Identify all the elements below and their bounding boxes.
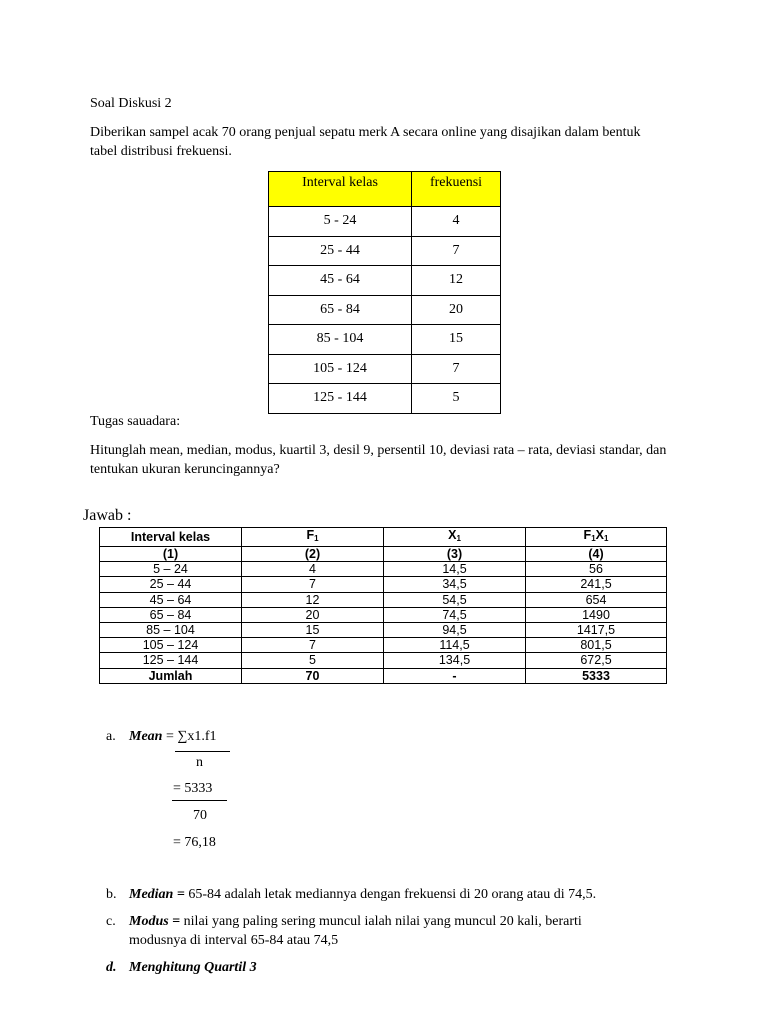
table-row: [269, 325, 501, 355]
mean-value-denominator: 70: [193, 808, 207, 823]
modus-label: Modus =: [129, 914, 181, 929]
interval-cell: 65 – 84: [100, 607, 242, 622]
interval-cell: 65 - 84: [269, 295, 412, 325]
x1-cell: 14,5: [384, 562, 526, 577]
frequency-cell: 15: [412, 325, 501, 355]
header-f1: $F_1$: [242, 528, 384, 547]
mean-formula-denominator: n: [196, 755, 203, 770]
column-number: (1): [100, 547, 242, 562]
header-f1x1: $F_1X_1$: [526, 528, 667, 547]
mean-formula-numerator: = ∑x1.f1: [165, 729, 217, 744]
task-label: Tugas sauadara:: [90, 414, 181, 429]
header-interval: Interval kelas: [100, 528, 242, 547]
interval-cell: 45 - 64: [269, 266, 412, 296]
table-row: [269, 236, 501, 266]
task-text: Hitunglah mean, median, modus, kuartil 3, desil 9, persentil 10, deviasi rata – rata, deviasi standar, dan tentukan ukuran keruncingannya?: [90, 443, 667, 477]
frequency-table-header: [269, 172, 501, 207]
modus-line: [129, 912, 582, 931]
mean-formula-line: [129, 727, 217, 746]
f1x1-cell: 672,5: [526, 653, 667, 668]
column-number: (2): [242, 547, 384, 562]
table-row: [269, 354, 501, 384]
table-row: [100, 638, 667, 653]
interval-cell: 125 – 144: [100, 653, 242, 668]
interval-cell: 45 – 64: [100, 592, 242, 607]
interval-cell: 5 – 24: [100, 562, 242, 577]
table-row: [269, 295, 501, 325]
table-row: [269, 384, 501, 414]
interval-cell: 25 - 44: [269, 236, 412, 266]
table-row: [269, 207, 501, 237]
x1-cell: 74,5: [384, 607, 526, 622]
f1-cell: 7: [242, 638, 384, 653]
interval-cell: 25 – 44: [100, 577, 242, 592]
total-label: Jumlah: [100, 668, 242, 683]
answer-heading: Jawab :: [83, 507, 132, 524]
column-number: (4): [526, 547, 667, 562]
mean-result: = 76,18: [173, 835, 216, 850]
frequency-cell: 7: [412, 354, 501, 384]
table-row: [100, 562, 667, 577]
total-x1: -: [384, 668, 526, 683]
frequency-cell: 20: [412, 295, 501, 325]
document-title: Soal Diskusi 2: [90, 96, 172, 111]
x1-cell: 94,5: [384, 622, 526, 637]
x1-cell: 134,5: [384, 653, 526, 668]
list-marker: c.: [106, 914, 116, 929]
f1x1-cell: 56: [526, 562, 667, 577]
median-label: Median =: [129, 887, 185, 902]
x1-cell: 54,5: [384, 592, 526, 607]
median-text: 65-84 adalah letak mediannya dengan frekuensi di 20 orang atau di 74,5.: [188, 887, 597, 902]
table-row: [100, 592, 667, 607]
header-x1: $X_1$: [384, 528, 526, 547]
f1-cell: 4: [242, 562, 384, 577]
table-row: [100, 622, 667, 637]
header-frequency: frekuensi: [412, 172, 501, 207]
modus-text-2: modusnya di interval 65-84 atau 74,5: [129, 933, 339, 948]
table-row: [100, 653, 667, 668]
interval-cell: 105 - 124: [269, 354, 412, 384]
interval-cell: 5 - 24: [269, 207, 412, 237]
quartile-heading: Menghitung Quartil 3: [129, 960, 257, 975]
calculation-table: [99, 527, 667, 684]
f1x1-cell: 1417,5: [526, 622, 667, 637]
frequency-cell: 5: [412, 384, 501, 414]
table-row: [100, 577, 667, 592]
frequency-cell: 12: [412, 266, 501, 296]
column-number: (3): [384, 547, 526, 562]
intro-paragraph: Diberikan sampel acak 70 orang penjual sepatu merk A secara online yang disajikan dalam bentuk tabel distribusi frekuensi.: [90, 125, 641, 159]
calculation-table-header: [100, 528, 667, 547]
fraction-bar: [175, 751, 230, 752]
interval-cell: 85 – 104: [100, 622, 242, 637]
f1x1-cell: 241,5: [526, 577, 667, 592]
f1-cell: 15: [242, 622, 384, 637]
table-row: [100, 607, 667, 622]
f1-cell: 20: [242, 607, 384, 622]
f1-cell: 5: [242, 653, 384, 668]
list-marker: b.: [106, 887, 117, 902]
x1-cell: 34,5: [384, 577, 526, 592]
mean-value-numerator: = 5333: [173, 781, 213, 796]
total-f1: 70: [242, 668, 384, 683]
fraction-bar: [172, 800, 227, 801]
modus-text-1: nilai yang paling sering muncul ialah nilai yang muncul 20 kali, berarti: [183, 914, 582, 929]
column-number-row: [100, 547, 667, 562]
table-row: [269, 266, 501, 296]
total-f1x1: 5333: [526, 668, 667, 683]
f1x1-cell: 654: [526, 592, 667, 607]
frequency-table: [268, 171, 501, 414]
header-interval: Interval kelas: [269, 172, 412, 207]
list-marker: d.: [106, 960, 117, 975]
f1-cell: 12: [242, 592, 384, 607]
total-row: [100, 668, 667, 683]
interval-cell: 125 - 144: [269, 384, 412, 414]
f1x1-cell: 801,5: [526, 638, 667, 653]
interval-cell: 105 – 124: [100, 638, 242, 653]
list-marker: a.: [106, 729, 116, 744]
f1-cell: 7: [242, 577, 384, 592]
frequency-cell: 7: [412, 236, 501, 266]
x1-cell: 114,5: [384, 638, 526, 653]
frequency-cell: 4: [412, 207, 501, 237]
f1x1-cell: 1490: [526, 607, 667, 622]
mean-label: Mean: [129, 729, 163, 744]
interval-cell: 85 - 104: [269, 325, 412, 355]
median-line: [129, 885, 596, 904]
